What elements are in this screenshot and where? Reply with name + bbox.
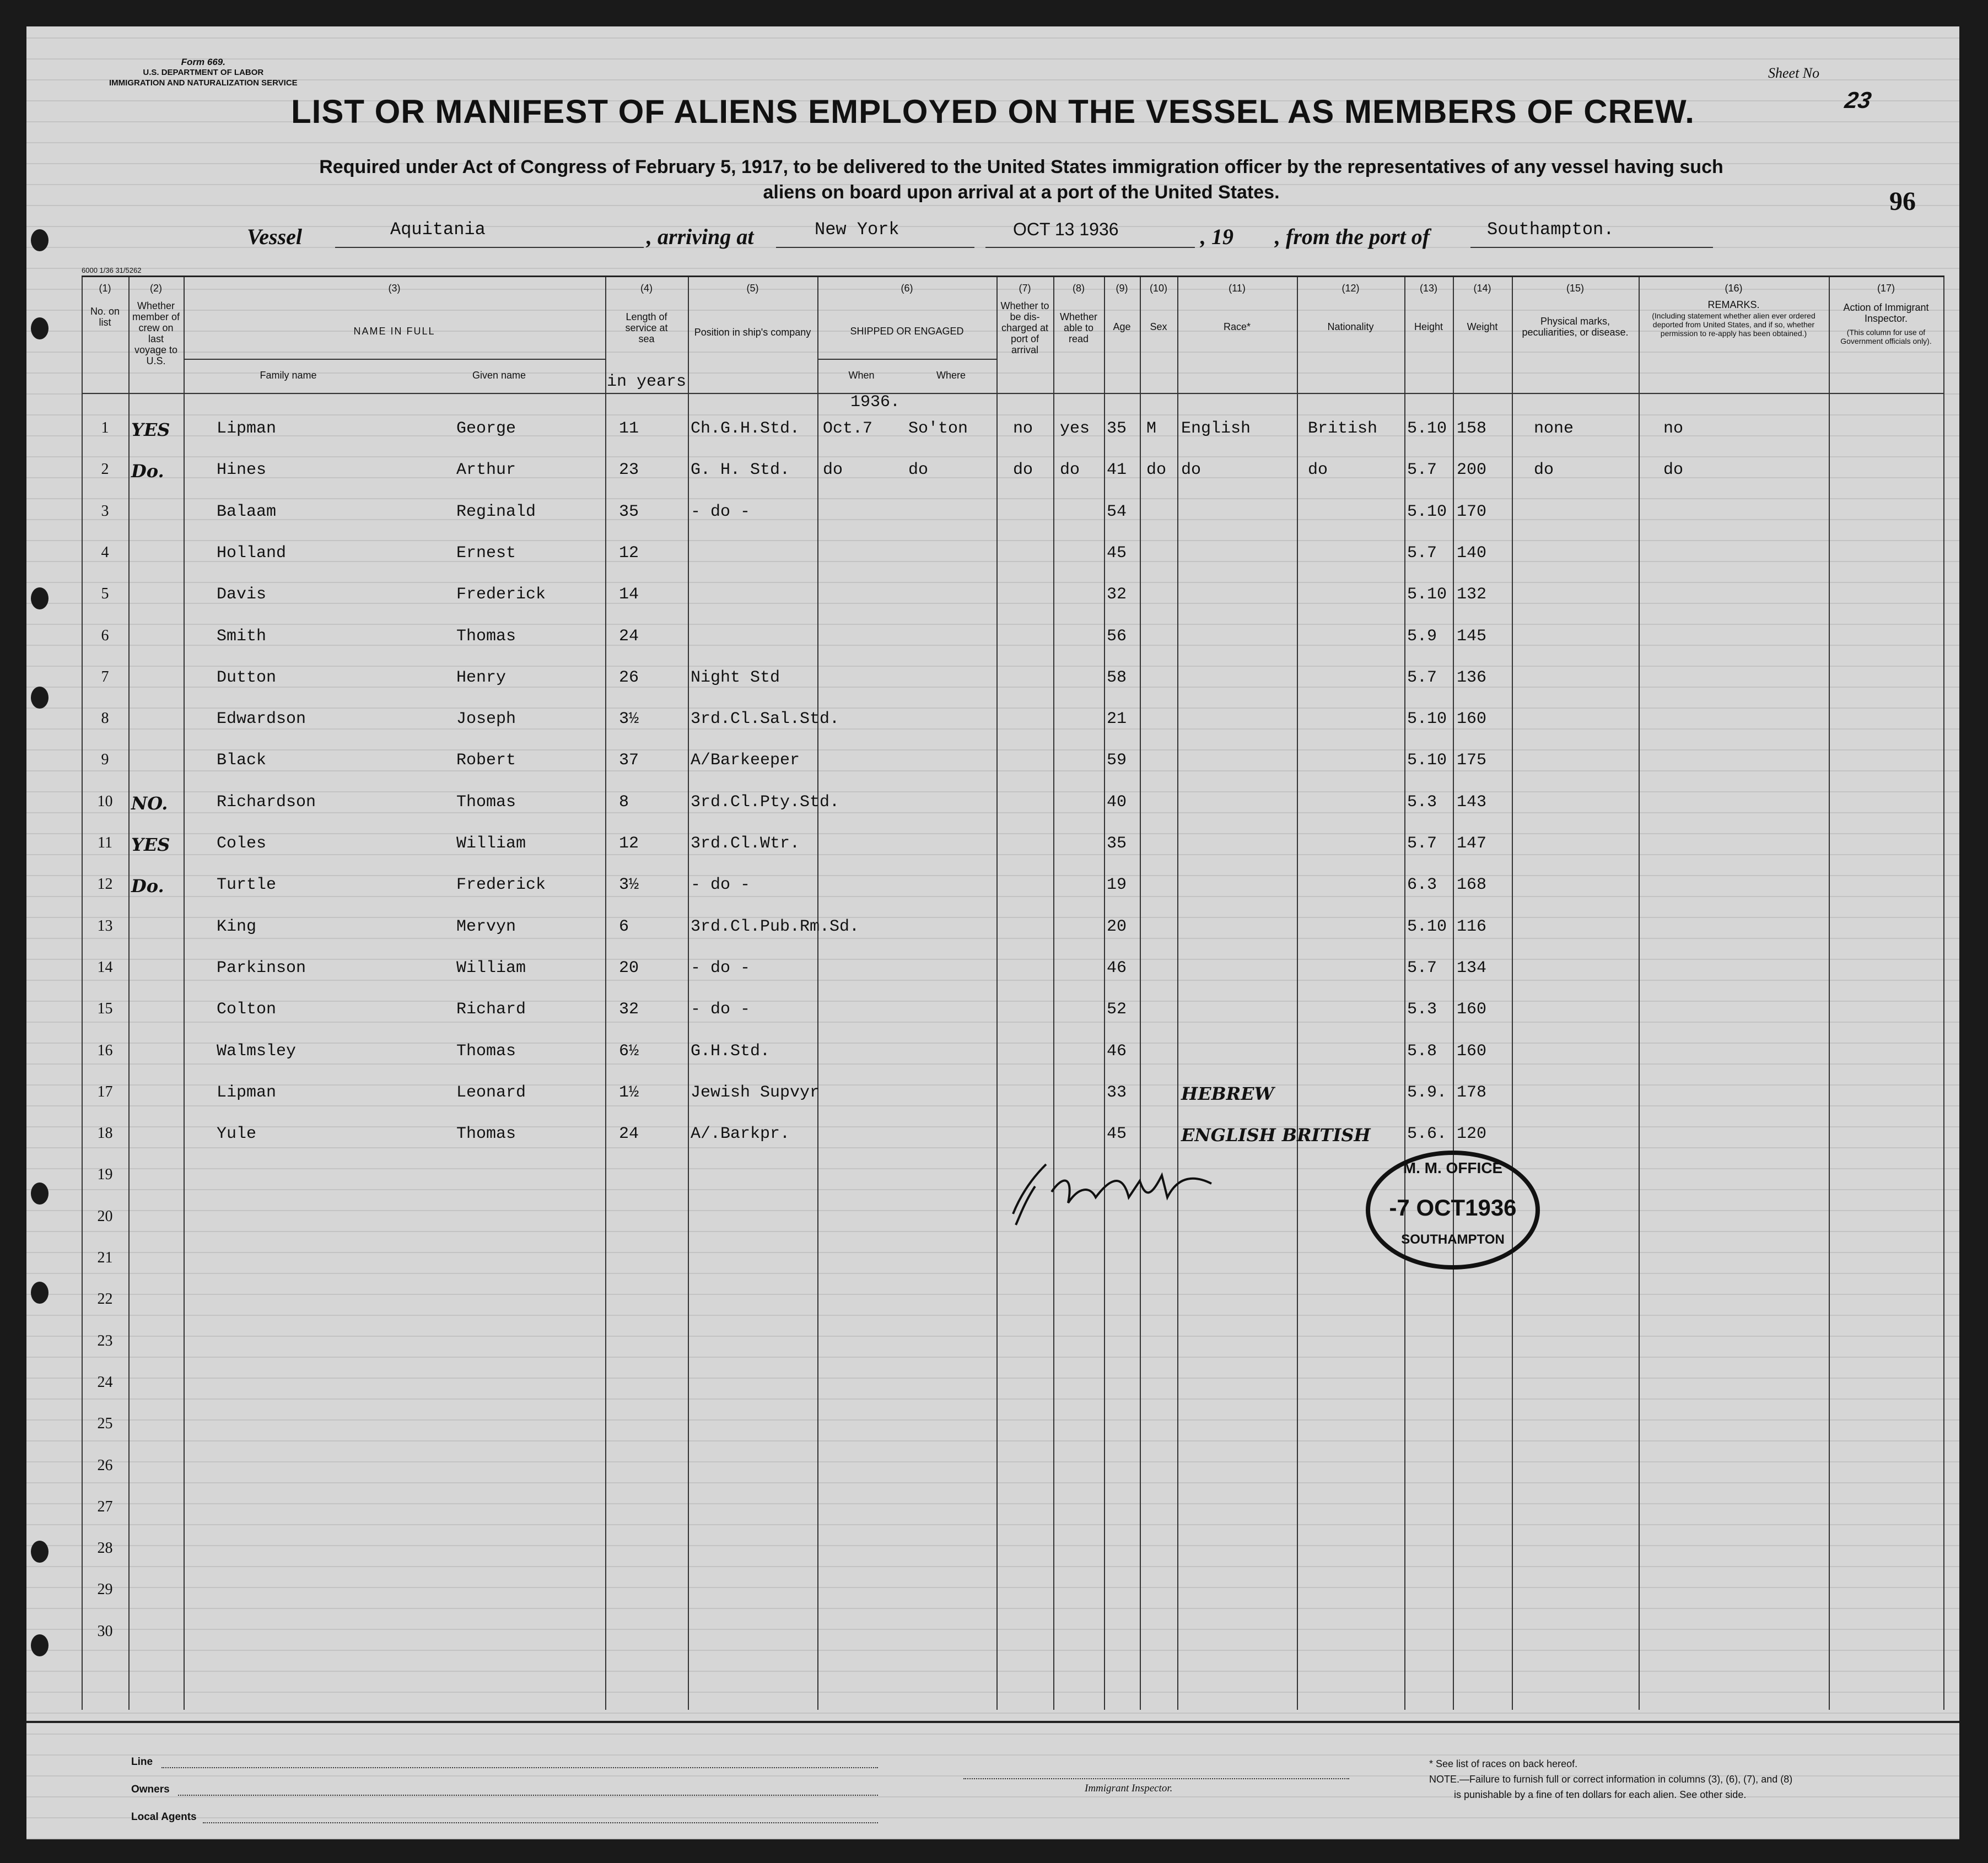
col-header-remarks-note: (Including statement whether alien ever ordered deported from United States, and if so, whether permission to re-apply has been obtained.) xyxy=(1652,311,1815,338)
position-cell: Ch.G.H.Std. xyxy=(691,419,800,438)
height-cell: 5.10 xyxy=(1407,502,1447,521)
manifest-table xyxy=(82,276,1944,1710)
family-name-cell: Smith xyxy=(217,627,267,646)
footer-note xyxy=(1429,1772,1792,1787)
row-number-cell: 29 xyxy=(97,1581,113,1599)
form-service: IMMIGRATION AND NATURALIZATION SERVICE xyxy=(109,78,298,88)
given-name-cell: Frederick xyxy=(456,876,546,895)
previous-voyage-cell: YES xyxy=(131,834,170,855)
position-cell: 3rd.Cl.Pub.Rm.Sd. xyxy=(691,917,860,936)
footer-note-text: —Failure to furnish full or correct information in columns (3), (6), (7), and (8) xyxy=(1459,1774,1793,1785)
years-service-cell: 12 xyxy=(619,543,639,563)
row-number-cell: 12 xyxy=(97,876,113,893)
age-cell: 33 xyxy=(1107,1083,1127,1102)
age-cell: 46 xyxy=(1107,958,1127,978)
position-cell: - do - xyxy=(691,1000,751,1019)
age-cell: 35 xyxy=(1107,834,1127,853)
previous-voyage-cell: YES xyxy=(131,419,170,440)
given-name-cell: Arthur xyxy=(456,461,516,480)
height-cell: 5.6. xyxy=(1407,1125,1447,1144)
family-name-cell: Lipman xyxy=(217,1083,277,1102)
given-name-cell: Reginald xyxy=(456,502,536,521)
weight-cell: 160 xyxy=(1457,710,1487,729)
height-cell: 5.10 xyxy=(1407,751,1447,770)
punch-hole xyxy=(31,1282,49,1304)
weight-cell: 158 xyxy=(1457,419,1487,438)
given-name-cell: Thomas xyxy=(456,1125,516,1144)
col-header-height: Height xyxy=(1414,321,1443,332)
years-service-cell: 6½ xyxy=(619,1041,639,1061)
sheet-number: 23 xyxy=(1842,87,1873,113)
table-row xyxy=(82,493,1944,534)
footer-agents-label: Local Agents xyxy=(131,1811,197,1823)
years-service-cell: 23 xyxy=(619,461,639,480)
age-cell: 21 xyxy=(1107,710,1127,729)
age-cell: 41 xyxy=(1107,461,1127,480)
arrival-date-stamp: OCT 13 1936 xyxy=(1013,219,1119,239)
col-header-read: Whether able to read xyxy=(1059,311,1098,344)
given-name-cell: Leonard xyxy=(456,1083,526,1102)
table-row xyxy=(82,1571,1944,1612)
weight-cell: 120 xyxy=(1457,1125,1487,1144)
signature xyxy=(1002,1153,1233,1230)
family-name-cell: Walmsley xyxy=(217,1041,297,1061)
col-header-given-name: Given name xyxy=(472,370,526,381)
footer-note-label: NOTE. xyxy=(1429,1774,1460,1785)
table-row xyxy=(82,741,1944,782)
col-header-sex: Sex xyxy=(1150,321,1167,332)
family-name-cell: Lipman xyxy=(217,419,277,438)
row-number-cell: 4 xyxy=(101,543,109,561)
col-header-weight: Weight xyxy=(1467,321,1498,332)
discharged-cell: no xyxy=(1013,419,1033,438)
given-name-cell: Thomas xyxy=(456,627,516,646)
physical-marks-cell: do xyxy=(1534,461,1554,480)
table-row xyxy=(82,617,1944,658)
from-port: Southampton. xyxy=(1487,219,1614,240)
height-cell: 5.10 xyxy=(1407,917,1447,936)
nationality-cell: do xyxy=(1308,461,1328,480)
shipped-when-cell: do xyxy=(823,461,843,480)
sex-cell: M xyxy=(1146,419,1157,438)
office-stamp xyxy=(1366,1151,1540,1270)
signature-text xyxy=(1002,1153,1005,1154)
years-service-cell: 26 xyxy=(619,668,639,687)
race-cell: English xyxy=(1181,419,1251,438)
table-row xyxy=(82,824,1944,866)
position-cell: 3rd.Cl.Wtr. xyxy=(691,834,800,853)
col-num-discharged: (7) xyxy=(1019,283,1031,294)
col-header-action-note: (This column for use of Government officials only). xyxy=(1840,328,1932,345)
years-service-cell: 11 xyxy=(619,419,639,438)
years-service-cell: 12 xyxy=(619,834,639,853)
col-header-marks: Physical marks, peculiarities, or disease. xyxy=(1522,316,1629,338)
height-cell: 5.7 xyxy=(1407,958,1437,978)
sheet-label: Sheet No xyxy=(1768,65,1820,81)
table-row xyxy=(82,451,1944,492)
col-num-age: (9) xyxy=(1116,283,1128,294)
col-num-weight: (14) xyxy=(1473,283,1491,294)
height-cell: 5.10 xyxy=(1407,585,1447,604)
from-port-label: , from the port of xyxy=(1275,224,1430,249)
row-number-cell: 23 xyxy=(97,1332,113,1349)
age-cell: 58 xyxy=(1107,668,1127,687)
previous-voyage-cell: Do. xyxy=(131,876,164,897)
col-header-shipped: SHIPPED OR ENGAGED xyxy=(850,326,964,337)
punch-hole xyxy=(31,587,49,609)
manifest-sheet xyxy=(26,26,1959,1839)
row-number-cell: 7 xyxy=(101,668,109,685)
given-name-cell: Thomas xyxy=(456,1041,516,1061)
family-name-cell: Parkinson xyxy=(217,958,306,978)
height-cell: 5.9 xyxy=(1407,627,1437,646)
row-number-cell: 6 xyxy=(101,627,109,644)
table-row xyxy=(82,1115,1944,1156)
row-number-cell: 30 xyxy=(97,1622,113,1640)
row-number-cell: 24 xyxy=(97,1373,113,1391)
age-cell: 19 xyxy=(1107,876,1127,895)
row-number-cell: 11 xyxy=(98,834,112,851)
position-cell: - do - xyxy=(691,958,751,978)
weight-cell: 175 xyxy=(1457,751,1487,770)
table-row xyxy=(82,1530,1944,1571)
age-cell: 35 xyxy=(1107,419,1127,438)
previous-voyage-cell: Do. xyxy=(131,461,164,482)
position-cell: Night Std xyxy=(691,668,780,687)
table-row xyxy=(82,908,1944,949)
position-cell: A/.Barkpr. xyxy=(691,1125,790,1144)
table-row xyxy=(82,1073,1944,1115)
family-name-cell: Turtle xyxy=(217,876,277,895)
form-header xyxy=(109,57,298,88)
col-num-nationality: (12) xyxy=(1342,283,1360,294)
arriving-port: New York xyxy=(815,219,899,240)
row-number-cell: 22 xyxy=(97,1290,113,1308)
years-service-cell: 35 xyxy=(619,502,639,521)
table-row xyxy=(82,575,1944,617)
year-written: 1936. xyxy=(850,393,901,412)
row-number-cell: 2 xyxy=(101,461,109,478)
years-service-cell: 3½ xyxy=(619,876,639,895)
weight-cell: 170 xyxy=(1457,502,1487,521)
col-num-action: (17) xyxy=(1877,283,1895,294)
row-number-cell: 13 xyxy=(97,917,113,935)
weight-cell: 147 xyxy=(1457,834,1487,853)
footer-note-text-2: is punishable by a fine of ten dollars for each alien. See other side. xyxy=(1454,1789,1747,1800)
years-service-cell: 20 xyxy=(619,958,639,978)
height-cell: 5.7 xyxy=(1407,461,1437,480)
col-header-no-on-list: No. on list xyxy=(90,306,120,328)
family-name-cell: Yule xyxy=(217,1125,257,1144)
row-number-cell: 10 xyxy=(97,792,113,810)
given-name-cell: Henry xyxy=(456,668,507,687)
weight-cell: 168 xyxy=(1457,876,1487,895)
family-name-cell: Colton xyxy=(217,1000,277,1019)
col-header-in-years: in years xyxy=(606,372,687,391)
punch-hole xyxy=(31,687,49,709)
weight-cell: 143 xyxy=(1457,792,1487,812)
remarks-cell: no xyxy=(1663,419,1684,438)
years-service-cell: 8 xyxy=(619,792,629,812)
previous-voyage-cell: NO. xyxy=(131,792,168,814)
race-cell: ENGLISH BRITISH xyxy=(1181,1125,1371,1146)
table-row xyxy=(82,1239,1944,1281)
weight-cell: 145 xyxy=(1457,627,1487,646)
shipped-when-cell: Oct.7 xyxy=(823,419,873,438)
row-number-cell: 3 xyxy=(101,502,109,520)
subtitle-line-1: Required under Act of Congress of February 5, 1917, to be delivered to the United States immigration officer by the representatives of any vessel having such xyxy=(319,156,1723,177)
col-num-remarks: (16) xyxy=(1725,283,1743,294)
height-cell: 5.7 xyxy=(1407,834,1437,853)
col-num-position: (5) xyxy=(746,283,759,294)
family-name-cell: Hines xyxy=(217,461,267,480)
arriving-label: , arriving at xyxy=(646,224,754,249)
table-row xyxy=(82,1405,1944,1446)
row-number-cell: 26 xyxy=(97,1456,113,1474)
table-row xyxy=(82,534,1944,575)
table-row xyxy=(82,1281,1944,1322)
nationality-cell: British xyxy=(1308,419,1378,438)
years-service-cell: 32 xyxy=(619,1000,639,1019)
age-cell: 52 xyxy=(1107,1000,1127,1019)
age-cell: 54 xyxy=(1107,502,1127,521)
remarks-cell: do xyxy=(1663,461,1684,480)
years-service-cell: 24 xyxy=(619,627,639,646)
table-row xyxy=(82,1488,1944,1530)
given-name-cell: Thomas xyxy=(456,792,516,812)
discharged-cell: do xyxy=(1013,461,1033,480)
punch-hole xyxy=(31,317,49,339)
footer-owners-label: Owners xyxy=(131,1784,170,1795)
subtitle-line-2: aliens on board upon arrival at a port of the United States. xyxy=(763,182,1280,203)
col-header-nationality: Nationality xyxy=(1327,321,1374,332)
height-cell: 5.9. xyxy=(1407,1083,1447,1102)
col-num-name: (3) xyxy=(388,283,401,294)
weight-cell: 178 xyxy=(1457,1083,1487,1102)
row-number-cell: 9 xyxy=(101,751,109,769)
family-name-cell: Coles xyxy=(217,834,267,853)
table-row xyxy=(82,700,1944,741)
row-number-cell: 28 xyxy=(97,1540,113,1557)
col-num-marks: (15) xyxy=(1566,283,1584,294)
col-header-where: Where xyxy=(936,370,966,381)
family-name-cell: Davis xyxy=(217,585,267,604)
weight-cell: 200 xyxy=(1457,461,1487,480)
position-cell: 3rd.Cl.Pty.Std. xyxy=(691,792,840,812)
given-name-cell: Frederick xyxy=(456,585,546,604)
able-to-read-cell: yes xyxy=(1060,419,1090,438)
family-name-cell: Black xyxy=(217,751,267,770)
given-name-cell: Mervyn xyxy=(456,917,516,936)
col-header-discharged: Whether to be dis-charged at port of arrival xyxy=(1000,300,1049,355)
col-header-remarks: REMARKS. xyxy=(1707,299,1760,310)
table-row xyxy=(82,783,1944,824)
weight-cell: 160 xyxy=(1457,1000,1487,1019)
col-num-shipped: (6) xyxy=(901,283,913,294)
form-department: U.S. DEPARTMENT OF LABOR xyxy=(143,68,264,77)
stamp-top-text: M. M. OFFICE xyxy=(1403,1159,1503,1176)
height-cell: 5.8 xyxy=(1407,1041,1437,1061)
height-cell: 5.7 xyxy=(1407,543,1437,563)
family-name-cell: Dutton xyxy=(217,668,277,687)
age-cell: 40 xyxy=(1107,792,1127,812)
col-num-sex: (10) xyxy=(1149,283,1167,294)
weight-cell: 132 xyxy=(1457,585,1487,604)
col-header-age: Age xyxy=(1113,321,1131,332)
height-cell: 6.3 xyxy=(1407,876,1437,895)
stamp-bottom-text: SOUTHAMPTON xyxy=(1401,1232,1505,1247)
weight-cell: 134 xyxy=(1457,958,1487,978)
position-cell: - do - xyxy=(691,876,751,895)
years-service-cell: 37 xyxy=(619,751,639,770)
age-cell: 56 xyxy=(1107,627,1127,646)
age-cell: 32 xyxy=(1107,585,1127,604)
vessel-line xyxy=(26,219,1959,263)
table-row xyxy=(82,1613,1944,1654)
corner-number: 96 xyxy=(1889,187,1916,216)
row-number-cell: 20 xyxy=(97,1207,113,1225)
able-to-read-cell: do xyxy=(1060,461,1080,480)
row-number-cell: 14 xyxy=(97,958,113,976)
row-number-cell: 16 xyxy=(97,1041,113,1059)
row-number-cell: 8 xyxy=(101,710,109,727)
position-cell: G.H.Std. xyxy=(691,1041,771,1061)
row-number-cell: 27 xyxy=(97,1498,113,1515)
height-cell: 5.3 xyxy=(1407,1000,1437,1019)
years-service-cell: 1½ xyxy=(619,1083,639,1102)
form-number: Form 669. xyxy=(181,57,225,67)
years-service-cell: 14 xyxy=(619,585,639,604)
row-number-cell: 5 xyxy=(101,585,109,603)
row-number-cell: 21 xyxy=(97,1249,113,1266)
col-header-name: NAME IN FULL xyxy=(353,326,435,337)
weight-cell: 140 xyxy=(1457,543,1487,563)
print-code: 6000 1/36 31/5262 xyxy=(82,266,142,274)
weight-cell: 160 xyxy=(1457,1041,1487,1061)
given-name-cell: Robert xyxy=(456,751,516,770)
footer xyxy=(26,1721,1959,1839)
years-service-cell: 3½ xyxy=(619,710,639,729)
sex-cell: do xyxy=(1146,461,1167,480)
position-cell: A/Barkeeper xyxy=(691,751,800,770)
given-name-cell: Richard xyxy=(456,1000,526,1019)
position-cell: G. H. Std. xyxy=(691,461,790,480)
height-cell: 5.10 xyxy=(1407,710,1447,729)
vessel-label: Vessel xyxy=(247,224,302,249)
col-header-previous-voyage: Whether member of crew on last voyage to U.S. xyxy=(132,300,180,366)
table-row xyxy=(82,949,1944,990)
row-number-cell: 25 xyxy=(97,1415,113,1433)
row-number-cell: 19 xyxy=(97,1166,113,1184)
height-cell: 5.7 xyxy=(1407,668,1437,687)
table-row xyxy=(82,1447,1944,1488)
height-cell: 5.10 xyxy=(1407,419,1447,438)
col-num-read: (8) xyxy=(1073,283,1085,294)
age-cell: 20 xyxy=(1107,917,1127,936)
age-cell: 46 xyxy=(1107,1041,1127,1061)
col-header-position: Position in ship's company xyxy=(694,327,811,338)
col-num-no: (1) xyxy=(99,283,111,294)
family-name-cell: Holland xyxy=(217,543,287,563)
row-number-cell: 18 xyxy=(97,1125,113,1142)
punch-hole xyxy=(31,1182,49,1205)
col-num-height: (13) xyxy=(1419,283,1437,294)
age-cell: 59 xyxy=(1107,751,1127,770)
col-num-prev: (2) xyxy=(150,283,162,294)
subtitle xyxy=(236,154,1807,205)
race-cell: do xyxy=(1181,461,1202,480)
punch-hole xyxy=(31,1634,49,1656)
given-name-cell: George xyxy=(456,419,516,438)
given-name-cell: Ernest xyxy=(456,543,516,563)
vessel-name: Aquitania xyxy=(390,219,486,240)
col-header-action: Action of Immigrant Inspector. xyxy=(1843,302,1929,324)
given-name-cell: William xyxy=(456,958,526,978)
shipped-where-cell: do xyxy=(908,461,929,480)
position-cell: Jewish Supvyr xyxy=(691,1083,820,1102)
table-row xyxy=(82,409,1944,451)
punch-hole xyxy=(31,229,49,251)
row-number-cell: 17 xyxy=(97,1083,113,1100)
weight-cell: 116 xyxy=(1457,917,1487,936)
footer-line-label: Line xyxy=(131,1756,153,1768)
col-num-race: (11) xyxy=(1229,283,1246,294)
row-number-cell: 15 xyxy=(97,1000,113,1018)
table-row xyxy=(82,1364,1944,1405)
physical-marks-cell: none xyxy=(1534,419,1574,438)
table-row xyxy=(82,990,1944,1032)
position-cell: - do - xyxy=(691,502,751,521)
table-row xyxy=(82,1032,1944,1073)
year-label: , 19 xyxy=(1200,224,1233,249)
weight-cell: 136 xyxy=(1457,668,1487,687)
col-header-race: Race* xyxy=(1223,321,1251,332)
age-cell: 45 xyxy=(1107,1125,1127,1144)
col-header-family-name: Family name xyxy=(260,370,317,381)
years-service-cell: 6 xyxy=(619,917,629,936)
footer-races-note: * See list of races on back hereof. xyxy=(1429,1758,1578,1769)
family-name-cell: Balaam xyxy=(217,502,277,521)
given-name-cell: Joseph xyxy=(456,710,516,729)
row-number-cell: 1 xyxy=(101,419,109,436)
col-header-service: Length of service at sea xyxy=(625,311,668,344)
page-title: LIST OR MANIFEST OF ALIENS EMPLOYED ON THE VESSEL AS MEMBERS OF CREW. xyxy=(291,93,1695,130)
race-cell: HEBREW xyxy=(1181,1083,1274,1104)
col-num-service: (4) xyxy=(640,283,653,294)
col-header-when: When xyxy=(848,370,875,381)
position-cell: 3rd.Cl.Sal.Std. xyxy=(691,710,840,729)
table-row xyxy=(82,1322,1944,1364)
years-service-cell: 24 xyxy=(619,1125,639,1144)
stamp-date: -7 OCT1936 xyxy=(1389,1195,1517,1221)
family-name-cell: King xyxy=(217,917,257,936)
age-cell: 45 xyxy=(1107,543,1127,563)
table-row xyxy=(82,658,1944,700)
table-row xyxy=(82,866,1944,907)
family-name-cell: Richardson xyxy=(217,792,316,812)
given-name-cell: William xyxy=(456,834,526,853)
height-cell: 5.3 xyxy=(1407,792,1437,812)
punch-hole xyxy=(31,1541,49,1563)
shipped-where-cell: So'ton xyxy=(908,419,968,438)
family-name-cell: Edwardson xyxy=(217,710,306,729)
footer-inspector-label: Immigrant Inspector. xyxy=(1085,1783,1173,1794)
